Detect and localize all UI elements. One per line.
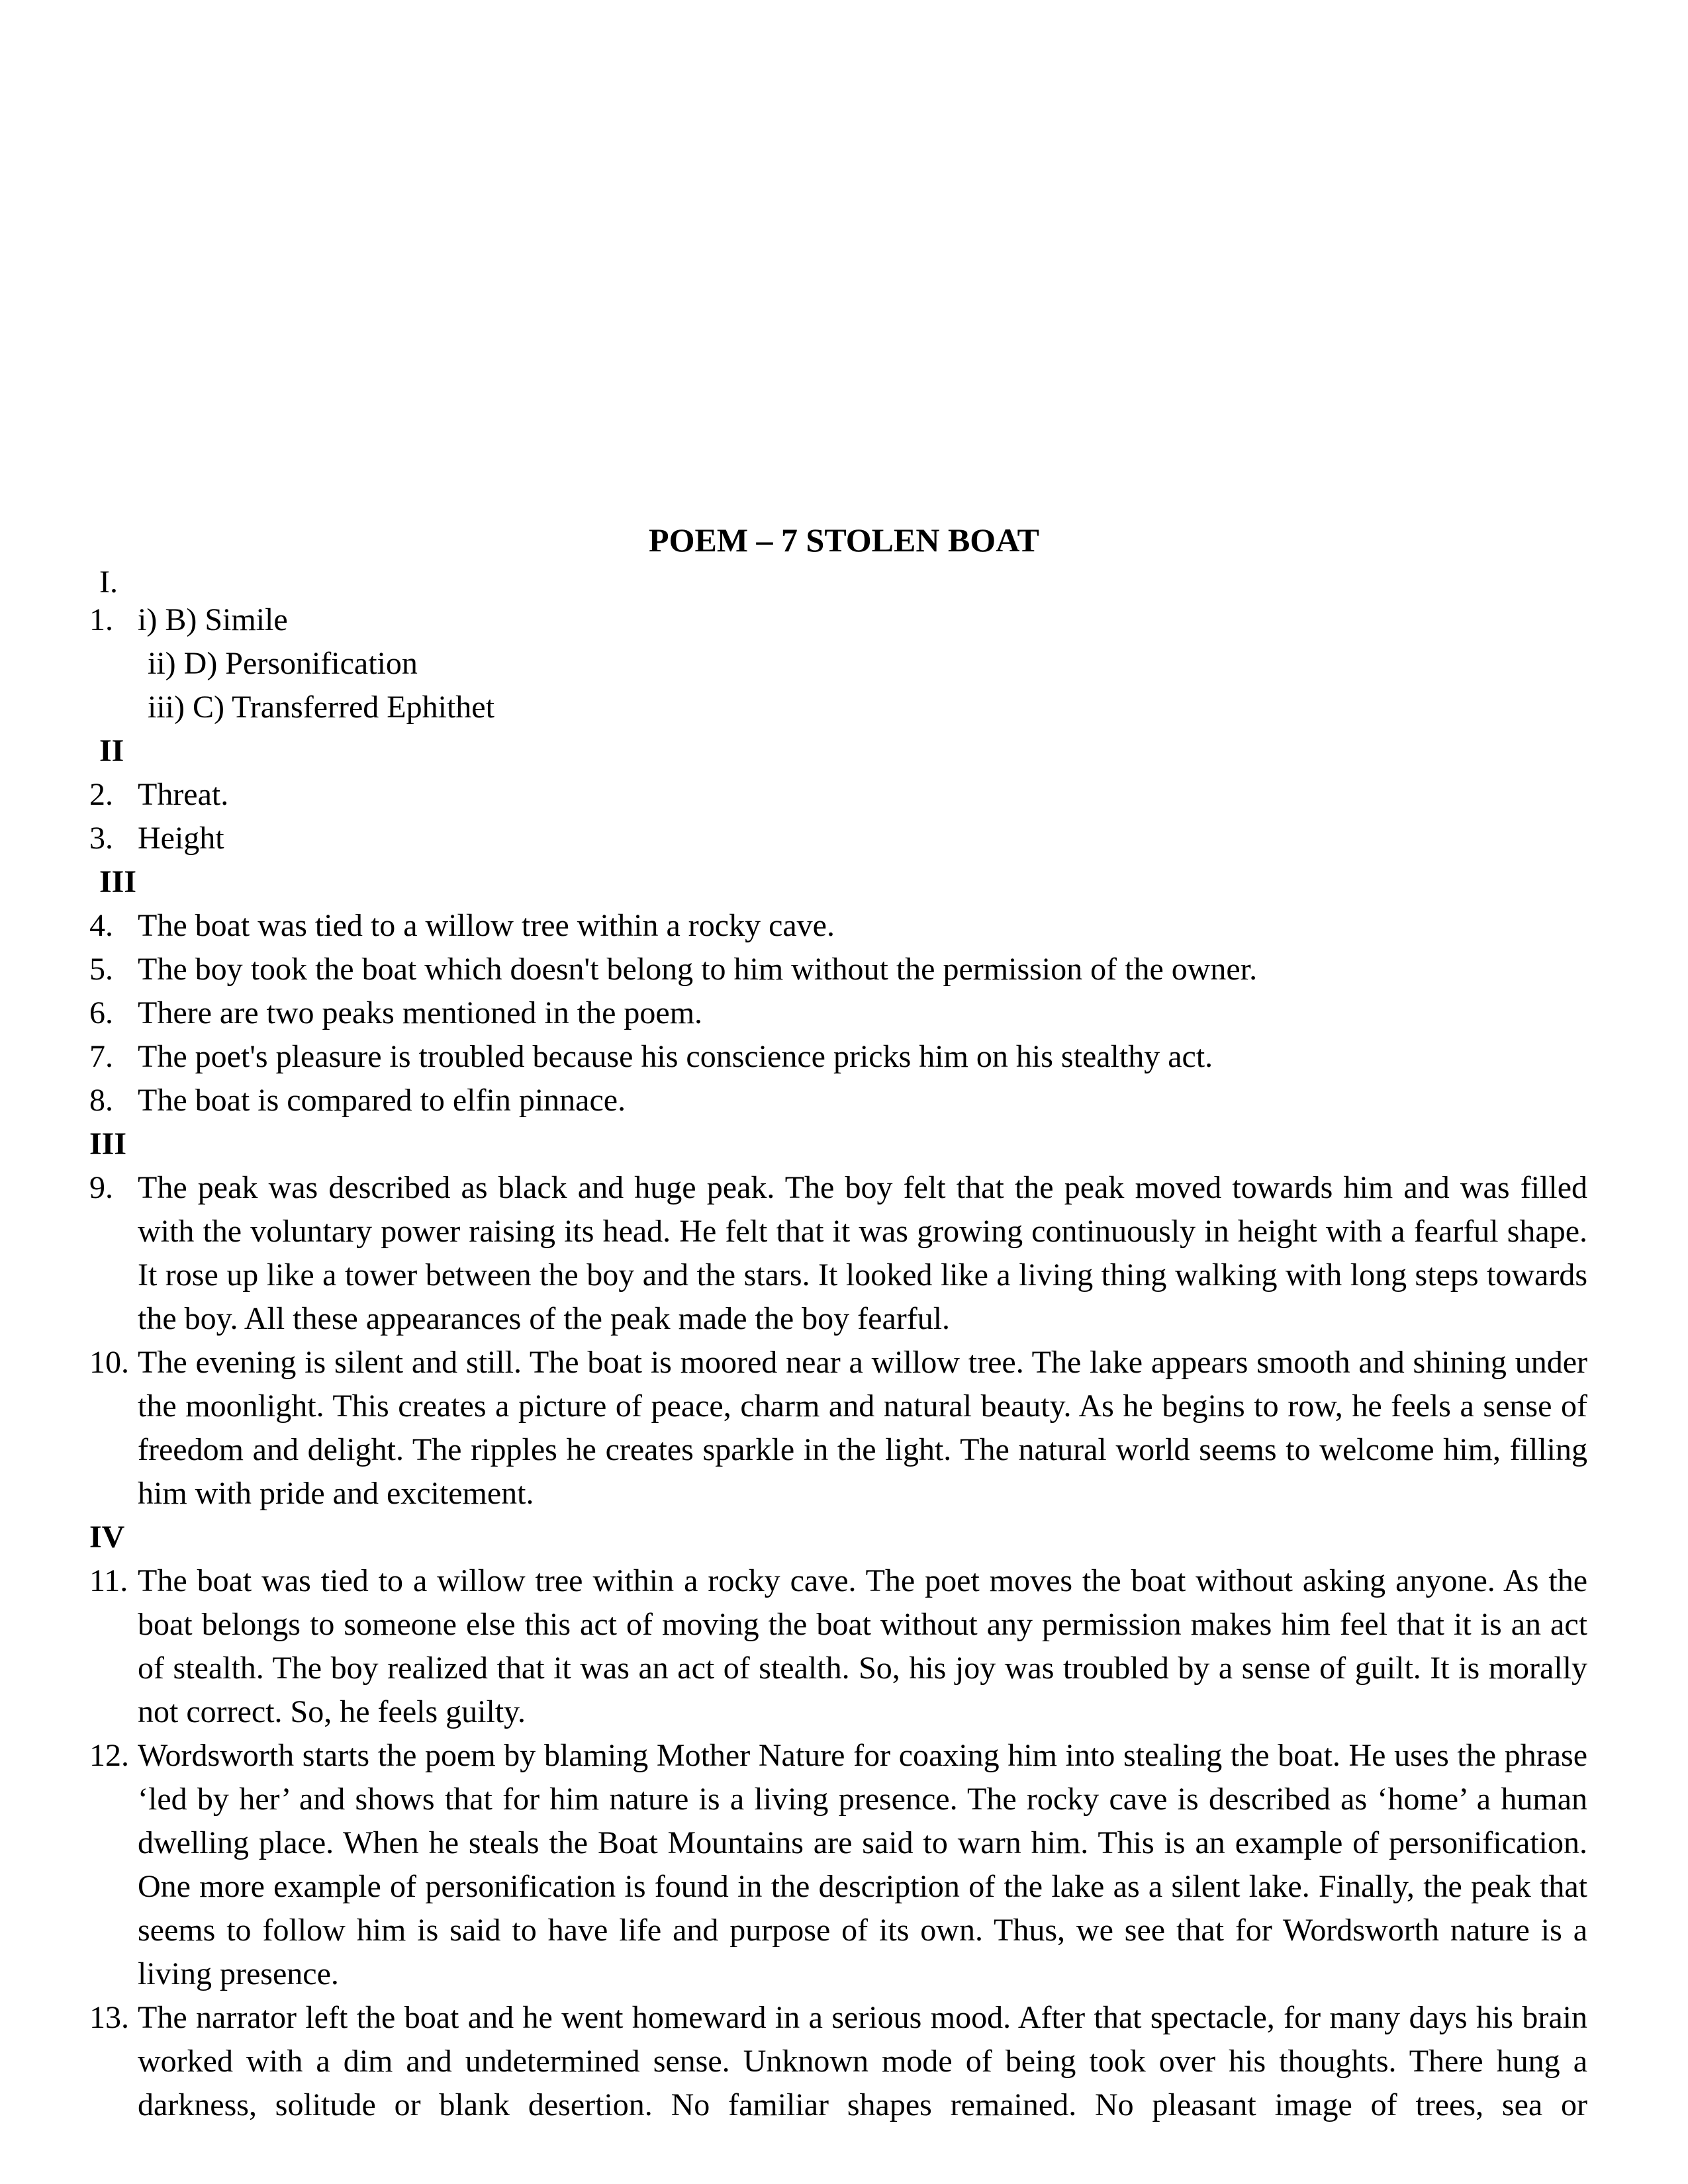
item-number: 12. xyxy=(89,1738,129,1773)
item-number: 2. xyxy=(89,777,113,812)
section-heading-3: III xyxy=(99,864,137,899)
answer-option: iii) C) Transferred Ephithet xyxy=(148,690,494,725)
answer-option: ii) D) Personification xyxy=(148,646,418,681)
item-number: 8. xyxy=(89,1083,113,1118)
item-number: 4. xyxy=(89,908,113,943)
item-number: 3. xyxy=(89,821,113,856)
answer-paragraph: The peak was described as black and huge peak. The boy felt that the peak moved towards him and was filled with the voluntary power raising its head. He felt that it was growing continuously in height with a fearful shape. It rose up like a tower between the boy and the stars. It looked like a living thing walking with long steps towards the boy. All these appearances of the peak made the boy fearful. xyxy=(138,1170,1587,1336)
answer-text: The boat is compared to elfin pinnace. xyxy=(138,1083,626,1118)
page-title: POEM – 7 STOLEN BOAT xyxy=(649,522,1039,559)
item-number: 13. xyxy=(89,2000,129,2035)
answer-text: The poet's pleasure is troubled because his conscience pricks him on his stealthy act. xyxy=(138,1039,1213,1074)
item-number: 6. xyxy=(89,995,113,1030)
question-number: 1. xyxy=(89,602,113,637)
answer-text: Threat. xyxy=(138,777,229,812)
answer-text: The boy took the boat which doesn't belong to him without the permission of the owner. xyxy=(138,952,1258,987)
section-heading-1: I. xyxy=(99,565,118,600)
answer-paragraph: The evening is silent and still. The boat is moored near a willow tree. The lake appears smooth and shining under the moonlight. This creates a picture of peace, charm and natural beauty. As he begins to row, he feels a sense of freedom and delight. The ripples he creates sparkle in the light. The natural world seems to welcome him, filling him with pride and excitement. xyxy=(138,1345,1587,1511)
item-number: 9. xyxy=(89,1170,113,1205)
item-number: 5. xyxy=(89,952,113,987)
section-heading-4: III xyxy=(89,1126,127,1161)
item-number: 11. xyxy=(89,1563,128,1598)
item-number: 7. xyxy=(89,1039,113,1074)
answer-paragraph: The narrator left the boat and he went homeward in a serious mood. After that spectacle, for many days his brain worked with a dim and undetermined sense. Unknown mode of being took over his thoughts. There hung a darkness, solitude or blank desertion. No familiar shapes remained. No pleasant image of trees, sea or xyxy=(138,2000,1587,2122)
answer-paragraph: Wordsworth starts the poem by blaming Mother Nature for coaxing him into stealing the boat. He uses the phrase ‘led by her’ and shows that for him nature is a living presence. The rocky cave is described as ‘home’ a human dwelling place. When he steals the Boat Mountains are said to warn him. This is an example of personification. One more example of personification is found in the description of the lake as a silent lake. Finally, the peak that seems to follow him is said to have life and purpose of its own. Thus, we see that for Wordsworth nature is a living presence. xyxy=(138,1738,1587,1991)
section-heading-5: IV xyxy=(89,1520,125,1555)
answer-option: i) B) Simile xyxy=(138,602,288,637)
answer-paragraph: The boat was tied to a willow tree within a rocky cave. The poet moves the boat without asking anyone. As the boat belongs to someone else this act of moving the boat without any permission makes him feel that it is an act of stealth. The boy realized that it was an act of stealth. So, his joy was troubled by a sense of guilt. It is morally not correct. So, he feels guilty. xyxy=(138,1563,1587,1729)
answer-text: There are two peaks mentioned in the poem. xyxy=(138,995,703,1030)
item-number: 10. xyxy=(89,1345,129,1380)
answer-text: Height xyxy=(138,821,224,856)
section-heading-2: II xyxy=(99,733,124,768)
answer-text: The boat was tied to a willow tree within a rocky cave. xyxy=(138,908,835,943)
